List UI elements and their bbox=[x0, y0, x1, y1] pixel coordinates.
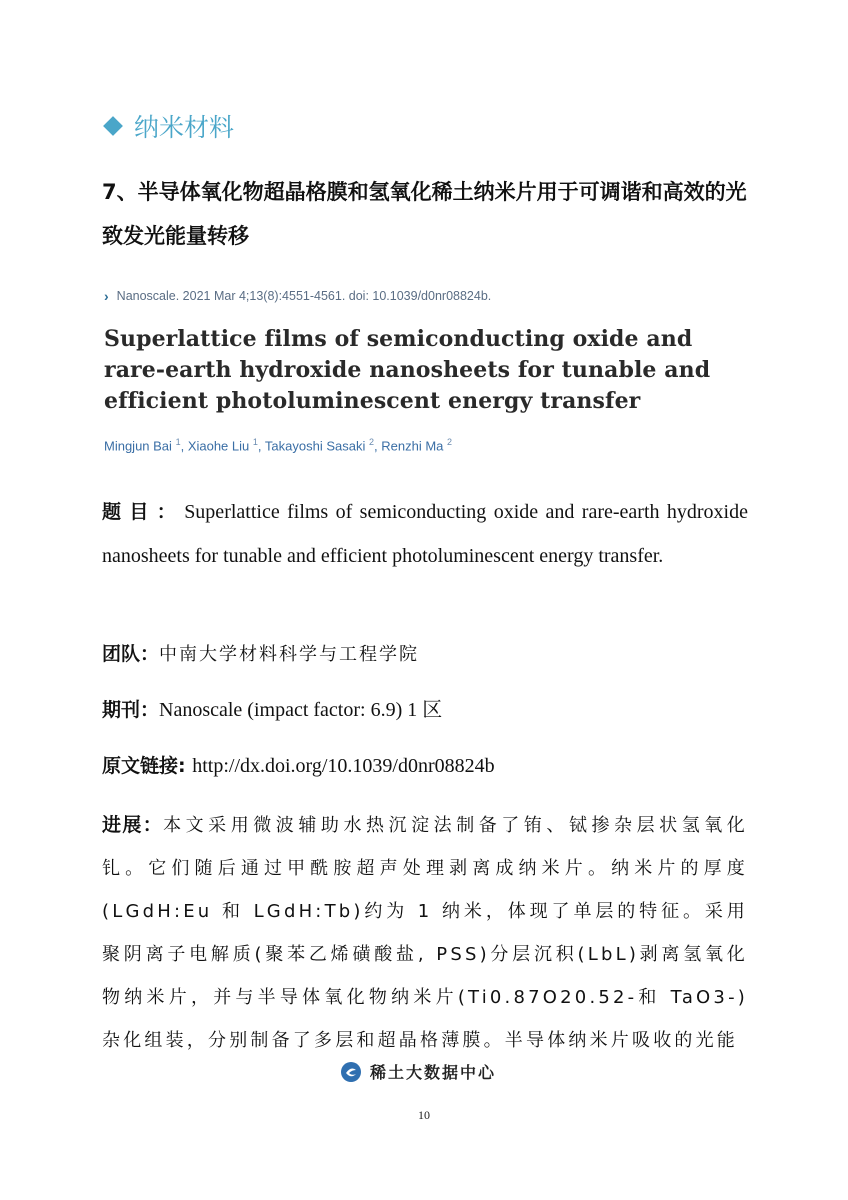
author-affiliation: 1 bbox=[175, 437, 181, 447]
section-title: 纳米材料 bbox=[134, 113, 235, 142]
page-number: 10 bbox=[418, 1108, 430, 1122]
author-affiliation: 2 bbox=[368, 437, 374, 447]
link-field bbox=[102, 748, 748, 784]
journal-field bbox=[102, 692, 748, 728]
doi-link[interactable]: http://dx.doi.org/10.1039/d0nr08824b bbox=[192, 755, 495, 777]
footer-logo bbox=[340, 1060, 496, 1083]
link-label: 原文链接: bbox=[102, 755, 193, 777]
diamond-bullet-icon bbox=[103, 116, 123, 136]
team-field bbox=[102, 636, 748, 673]
journal-value: Nanoscale (impact factor: 6.9) 1 区 bbox=[159, 699, 443, 721]
author-link[interactable]: Xiaohe Liu bbox=[187, 438, 250, 454]
author-link[interactable]: Renzhi Ma bbox=[381, 438, 444, 454]
section-heading bbox=[104, 108, 234, 144]
progress-label: 进展： bbox=[102, 814, 164, 836]
paper-title-field bbox=[102, 490, 748, 578]
paper-title: Superlattice films of semiconducting oxide and rare-earth hydroxide nanosheets for tunable and efficient photoluminescent energy transfer bbox=[104, 326, 711, 414]
team-label: 团队： bbox=[102, 643, 160, 665]
article-title: 7、半导体氧化物超晶格膜和氢氧化稀土纳米片用于可调谐和高效的光致发光能量转移 bbox=[102, 180, 747, 248]
author-list: Mingjun Bai $^1$, Xiaohe Liu $^1$, Takayoshi Sasaki $^2$, Renzhi Ma $^2$ bbox=[104, 437, 453, 454]
title-label: 题目： bbox=[102, 501, 185, 523]
brand-logo-icon bbox=[340, 1061, 362, 1083]
citation-text[interactable]: Nanoscale. 2021 Mar 4;13(8):4551-4561. doi: 10.1039/d0nr08824b. bbox=[116, 289, 492, 303]
author-link[interactable]: Mingjun Bai bbox=[104, 438, 172, 454]
author-affiliation: 2 bbox=[447, 437, 453, 447]
chevron-right-icon: › bbox=[104, 288, 109, 304]
journal-label: 期刊： bbox=[102, 699, 160, 721]
author-link[interactable]: Takayoshi Sasaki bbox=[264, 438, 366, 454]
team-value: 中南大学材料科学与工程学院 bbox=[159, 644, 420, 665]
author-affiliation: 1 bbox=[252, 437, 258, 447]
citation-line bbox=[104, 288, 491, 304]
progress-value: 本文采用微波辅助水热沉淀法制备了铕、铽掺杂层状氢氧化钆。它们随后通过甲酰胺超声处理剥离成纳米片。纳米片的厚度(LGdH:Eu 和 LGdH:Tb)约为 1 纳米，体现了单层的特征。采用聚阴离子电解质(聚苯乙烯磺酸盐, PSS)分层沉积(LbL)剥离氢氧化物纳米片，并与半导体氧化物纳米片(Ti0.87O20.52-和 TaO3-)杂化组装，分别制备了多层和超晶格薄膜。半导体纳米片吸收的光能 bbox=[102, 815, 748, 1051]
title-value: Superlattice films of semiconducting oxide and rare-earth hydroxide nanosheets for tunable and efficient photoluminescent energy transfer. bbox=[102, 501, 748, 567]
footer-brand-text: 稀土大数据中心 bbox=[370, 1063, 497, 1082]
progress-field bbox=[102, 804, 748, 1062]
